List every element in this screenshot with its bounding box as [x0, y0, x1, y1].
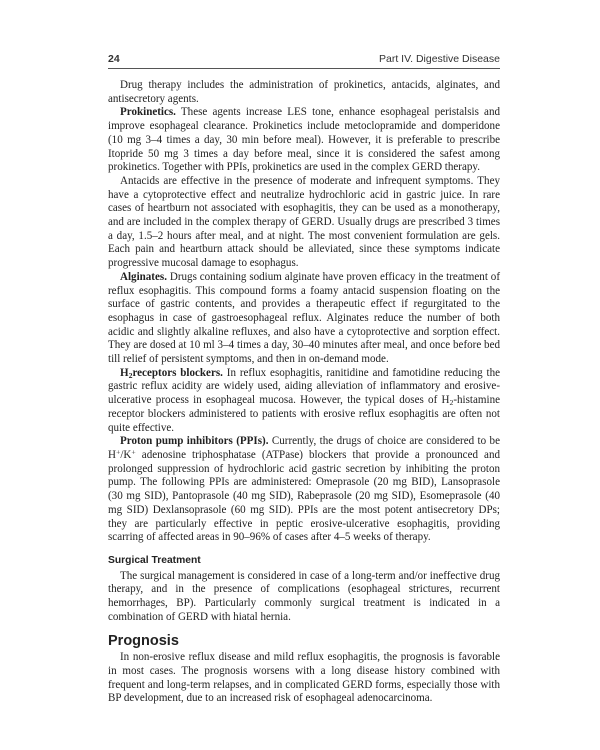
- running-header: [108, 52, 500, 69]
- paragraph-prognosis: In non-erosive reflux disease and mild reflux esophagitis, the prognosis is favorable in most cases. The prognosis worsens with a long disease history combined with frequent and long-term relapses, and in complicated GERD forms, especially those with BP development, due to an increased risk of esophageal adenocarcinoma.: [108, 651, 500, 705]
- paragraph-antacids: Antacids are effective in the presence of moderate and infrequent symptoms. They have a cytoprotective effect and neutralize hydrochloric acid in gastric juice. In rare cases of heartburn not associated with esophagitis, they can be used as a monotherapy, and are included in the complex therapy of GERD. Usually drugs are prescribed 3 times a day, 1.5–2 hours after meal, and at night. The most convenient formulation are gels. Each pain and heartburn attack should be alleviated, since these symptoms indicate progressive mucosal damage to esophagus.: [108, 174, 500, 270]
- paragraph-prokinetics: Prokinetics. These agents increase LES tone, enhance esophageal peristalsis and improve esophageal clearance. Prokinetics include metoclopramide and domperidone (10 mg 3–4 times a day, 30 min before meal). However, it is preferable to prescribe Itopride 50 mg 3 times a day before meal, since it is considered the safest among prokinetics. Together with PPIs, prokinetics are used in the complex GERD therapy.: [108, 106, 500, 174]
- body-text: [108, 79, 500, 706]
- paragraph-intro: Drug therapy includes the administration of prokinetics, antacids, alginates, and antisecretory agents.: [108, 79, 500, 105]
- page-number: 24: [108, 53, 120, 65]
- term-prokinetics: Prokinetics.: [120, 106, 176, 119]
- part-title: Part IV. Digestive Disease: [378, 53, 500, 65]
- heading-prognosis: Prognosis: [108, 633, 179, 650]
- paragraph-surgical: The surgical management is considered in case of a long-term and/or ineffective drug therapy, and in the presence of complications (esophageal strictures, recurrent hemorrhages, BP). Particularly commonly surgical treatment is indicated in a combination of GERD with hiatal hernia.: [108, 569, 500, 623]
- paragraph-alginates: Alginates. Drugs containing sodium alginate have proven efficacy in the treatment of reflux esophagitis. This compound forms a foamy antacid suspension floating on the surface of gastric contents, and provides a therapeutic effect if regurgitated to the esophagus in case of gastroesophageal reflux. Alginates reduce the number of both acidic and slightly alkaline refluxes, and also have a cytoprotective and sorption effect. They are dosed at 10 ml 3–4 times a day, 30–40 minutes after meal, and once before bed till relief of persistent symptoms, and then in on-demand mode.: [108, 270, 500, 366]
- term-alginates: Alginates.: [120, 270, 167, 283]
- term-ppi: Proton pump inhibitors (PPIs).: [120, 435, 269, 448]
- paragraph-h2-blockers: $H_2receptors$ blockers. In reflux esophagitis, ranitidine and famotidine reducing the gastric reflux acidity are widely used, aiding alleviation of inflammatory and erosive-ulcerative process in esophageal mucosa. However, the typical doses of $H_2$-histamine receptor blockers administered to patients with erosive reflux esophagitis are often not quite effective.: [108, 366, 501, 434]
- heading-surgical-treatment: Surgical Treatment: [108, 554, 201, 566]
- term-h2-blockers: $H_2receptors$ blockers.: [120, 366, 223, 380]
- paragraph-ppi: Proton pump inhibitors (PPIs). Currently, the drugs of choice are considered to be H+/K+ adenosine triphosphatase (ATPase) blockers that provide a pronounced and prolonged suppression of hydrochloric acid gastric secretion by inhibiting the proton pump. The following PPIs are administered: Omeprasole (20 mg BID), Lansoprasole (30 mg SID), Pantoprasole (40 mg SID), Rabeprasole (20 mg SID), Esomeprasole (40 mg SID) Dexlansoprasole (60 mg SID). PPIs are the most potent antisecretory DPs; they are particularly effective in peptic erosive-ulcerative esophagitis, providing scarring of affected areas in 90–96% of cases after 4–5 weeks of therapy.: [108, 435, 500, 544]
